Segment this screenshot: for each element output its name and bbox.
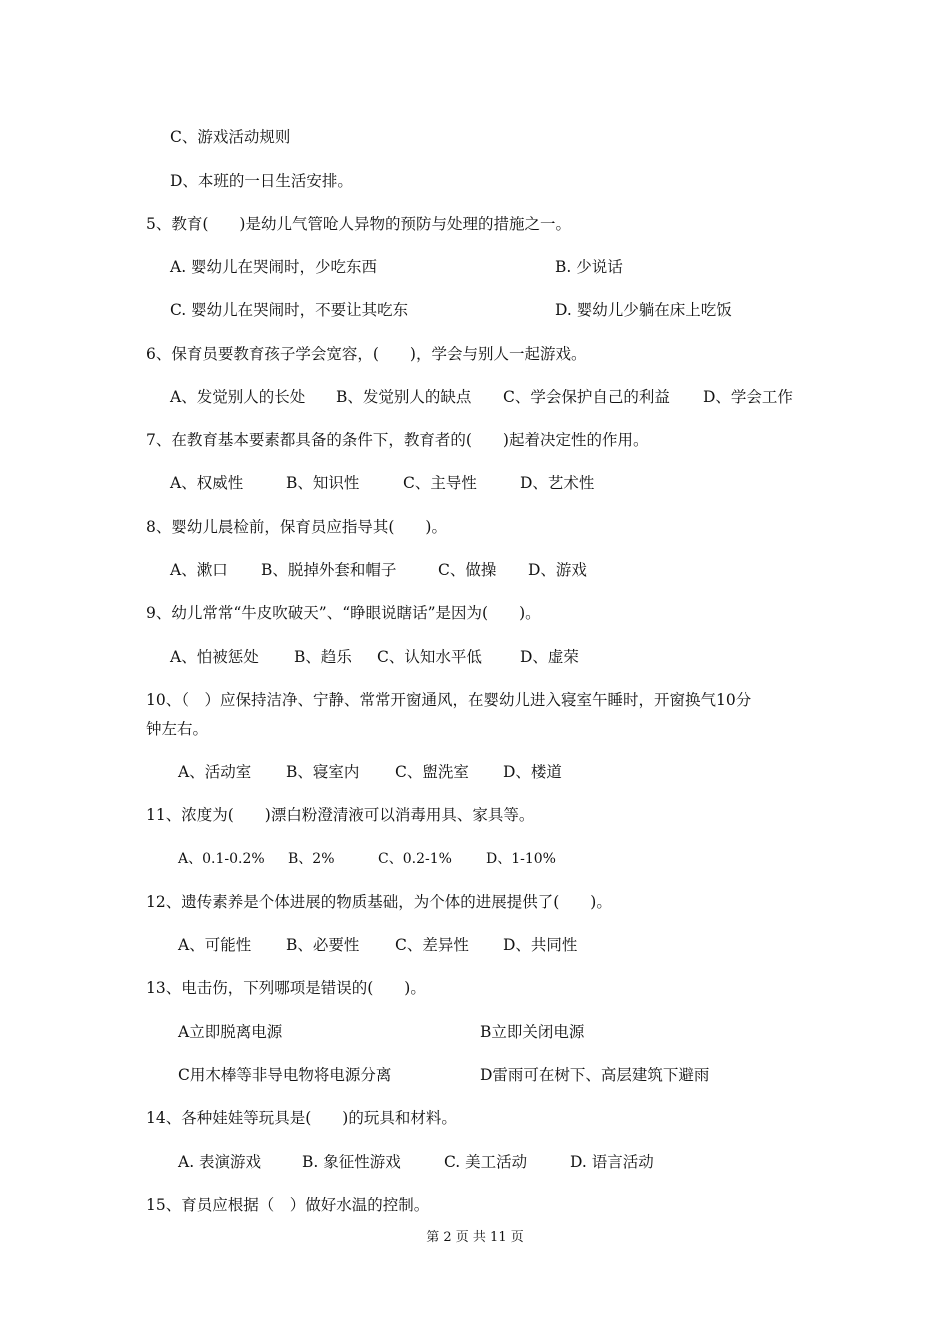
q6-option-b: B、发觉别人的缺点 — [336, 388, 472, 406]
q8-option-b: B、脱掉外套和帽子 — [261, 561, 397, 579]
q9-option-b: B、趋乐 — [294, 648, 352, 666]
q13-option-a: A立即脱离电源 — [178, 1023, 283, 1041]
q14-option-c: C. 美工活动 — [444, 1153, 528, 1171]
question-8: 8、婴幼儿晨检前，保育员应指导其( )。 — [146, 518, 447, 536]
question-12: 12、遗传素养是个体进展的物质基础，为个体的进展提供了( )。 — [146, 893, 612, 911]
q12-option-a: A、可能性 — [178, 936, 252, 954]
question-10-continued: 钟左右。 — [146, 720, 209, 738]
q7-option-a: A、权威性 — [170, 474, 244, 492]
q9-option-a: A、怕被惩处 — [170, 648, 259, 666]
question-9: 9、幼儿常常“牛皮吹破天”、“睁眼说瞎话”是因为( )。 — [146, 604, 541, 622]
question-5: 5、教育( )是幼儿气管呛人异物的预防与处理的措施之一。 — [146, 215, 571, 233]
q12-option-b: B、必要性 — [286, 936, 360, 954]
q10-option-a: A、活动室 — [178, 763, 252, 781]
q11-option-c: C、0.2-1% — [378, 851, 452, 867]
q11-option-d: D、1-10% — [486, 851, 556, 867]
q6-option-a: A、发觉别人的长处 — [170, 388, 306, 406]
q6-option-d: D、学会工作 — [703, 388, 793, 406]
q13-option-c: C用木棒等非导电物将电源分离 — [178, 1066, 392, 1084]
q9-option-d: D、虚荣 — [520, 648, 579, 666]
question-11: 11、浓度为( )漂白粉澄清液可以消毒用具、家具等。 — [146, 806, 535, 824]
q7-option-c: C、主导性 — [403, 474, 477, 492]
option-line: D、本班的一日生活安排。 — [170, 172, 353, 190]
question-13: 13、电击伤，下列哪项是错误的( )。 — [146, 979, 426, 997]
question-14: 14、各种娃娃等玩具是( )的玩具和材料。 — [146, 1109, 457, 1127]
option-line: C、游戏活动规则 — [170, 128, 291, 146]
q10-option-c: C、盥洗室 — [395, 763, 469, 781]
q14-option-a: A. 表演游戏 — [178, 1153, 262, 1171]
q14-option-b: B. 象征性游戏 — [302, 1153, 401, 1171]
q5-option-d: D. 婴幼儿少躺在床上吃饭 — [555, 301, 732, 319]
q12-option-d: D、共同性 — [503, 936, 578, 954]
q8-option-d: D、游戏 — [528, 561, 587, 579]
q8-option-c: C、做操 — [438, 561, 497, 579]
q8-option-a: A、漱口 — [170, 561, 228, 579]
q5-option-a: A. 婴幼儿在哭闹时，少吃东西 — [170, 258, 378, 276]
q5-option-b: B. 少说话 — [555, 258, 623, 276]
q7-option-b: B、知识性 — [286, 474, 360, 492]
q13-option-d: D雷雨可在树下、高层建筑下避雨 — [480, 1066, 710, 1084]
q11-option-b: B、2% — [288, 851, 335, 867]
q13-option-b: B立即关闭电源 — [480, 1023, 585, 1041]
q12-option-c: C、差异性 — [395, 936, 469, 954]
question-6: 6、保育员要教育孩子学会宽容，( )，学会与别人一起游戏。 — [146, 345, 587, 363]
question-10: 10、（ ）应保持洁净、宁静、常常开窗通风，在婴幼儿进入寝室午睡时，开窗换气10分 — [146, 691, 752, 709]
q7-option-d: D、艺术性 — [520, 474, 595, 492]
q14-option-d: D. 语言活动 — [570, 1153, 654, 1171]
question-15: 15、育员应根据（ ）做好水温的控制。 — [146, 1196, 430, 1214]
q9-option-c: C、认知水平低 — [377, 648, 482, 666]
q6-option-c: C、学会保护自己的利益 — [503, 388, 670, 406]
question-7: 7、在教育基本要素都具备的条件下，教育者的( )起着决定性的作用。 — [146, 431, 649, 449]
q5-option-c: C. 婴幼儿在哭闹时，不要让其吃东 — [170, 301, 409, 319]
page-footer: 第 2 页 共 11 页 — [426, 1230, 524, 1245]
q10-option-d: D、楼道 — [503, 763, 562, 781]
q10-option-b: B、寝室内 — [286, 763, 360, 781]
q11-option-a: A、0.1-0.2% — [178, 851, 265, 867]
